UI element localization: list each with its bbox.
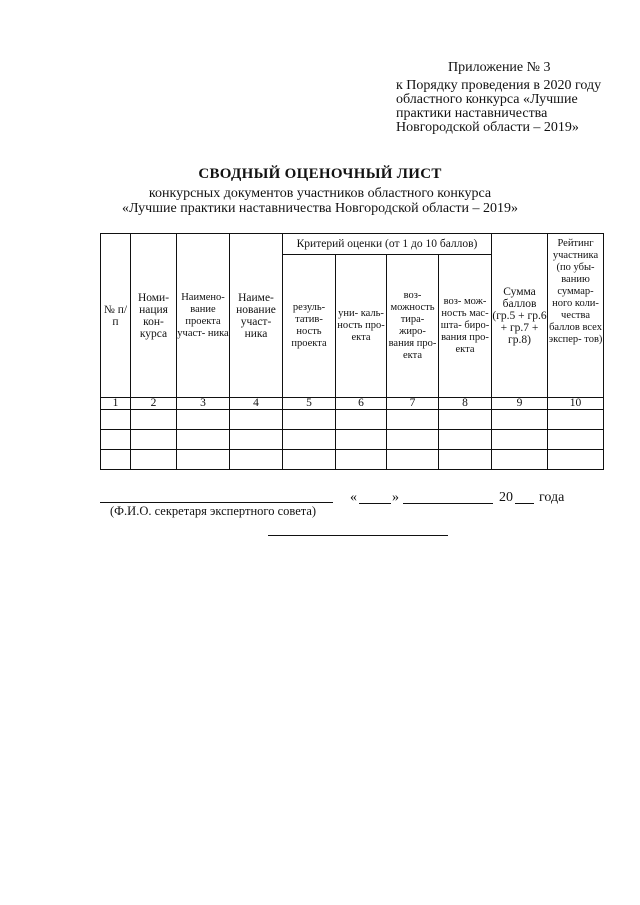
header-crit-scale: воз- мож- ность мас- шта- биро- вания про- екта bbox=[439, 255, 492, 398]
date-month-blank[interactable] bbox=[403, 503, 493, 504]
table-cell[interactable] bbox=[492, 430, 548, 450]
column-number: 2 bbox=[131, 398, 177, 410]
header-sum: Сумма баллов (гр.5 + гр.6 + гр.7 + гр.8) bbox=[492, 234, 548, 398]
header-criteria-group: Критерий оценки (от 1 до 10 баллов) bbox=[283, 234, 492, 255]
date-suffix: года bbox=[539, 490, 565, 505]
table-cell[interactable] bbox=[283, 450, 336, 470]
column-number: 1 bbox=[101, 398, 131, 410]
table-row bbox=[101, 450, 604, 470]
table-cell[interactable] bbox=[177, 430, 230, 450]
column-number: 6 bbox=[336, 398, 387, 410]
document-title: СВОДНЫЙ ОЦЕНОЧНЫЙ ЛИСТ bbox=[198, 166, 442, 182]
table-row bbox=[101, 430, 604, 450]
table-cell[interactable] bbox=[548, 410, 604, 430]
appendix-ref-line: областного конкурса «Лучшие bbox=[396, 92, 578, 107]
appendix-ref-line: практики наставничества bbox=[396, 106, 548, 121]
header-crit-replicate: воз- можность тира- жиро- вания про- екта bbox=[387, 255, 439, 398]
column-number-row bbox=[101, 398, 604, 410]
table-cell[interactable] bbox=[283, 430, 336, 450]
table-cell[interactable] bbox=[387, 430, 439, 450]
table-cell[interactable] bbox=[492, 450, 548, 470]
header-crit-unique: уни- каль- ность про- екта bbox=[336, 255, 387, 398]
table-cell[interactable] bbox=[230, 430, 283, 450]
table-cell[interactable] bbox=[230, 410, 283, 430]
table-cell[interactable] bbox=[548, 430, 604, 450]
column-number: 7 bbox=[387, 398, 439, 410]
table-cell[interactable] bbox=[283, 410, 336, 430]
table-cell[interactable] bbox=[230, 450, 283, 470]
table-cell[interactable] bbox=[548, 450, 604, 470]
table-cell[interactable] bbox=[131, 410, 177, 430]
column-number: 9 bbox=[492, 398, 548, 410]
date-year-prefix: 20 bbox=[499, 490, 513, 505]
column-number: 4 bbox=[230, 398, 283, 410]
appendix-reference bbox=[396, 79, 601, 135]
appendix-ref-line: к Порядку проведения в 2020 году bbox=[396, 78, 602, 93]
subtitle-line: «Лучшие практики наставничества Новгородской области – 2019» bbox=[122, 201, 518, 216]
table-cell[interactable] bbox=[131, 450, 177, 470]
date-close-quote: » bbox=[392, 490, 399, 505]
column-number: 8 bbox=[439, 398, 492, 410]
header-nomination: Номи- нация кон- курса bbox=[131, 234, 177, 398]
table-cell[interactable] bbox=[336, 450, 387, 470]
secretary-caption: (Ф.И.О. секретаря экспертного совета) bbox=[110, 504, 317, 518]
table-cell[interactable] bbox=[101, 450, 131, 470]
table-cell[interactable] bbox=[439, 430, 492, 450]
date-day-blank[interactable] bbox=[359, 503, 391, 504]
table-cell[interactable] bbox=[336, 430, 387, 450]
summary-score-table bbox=[100, 233, 604, 470]
table-cell[interactable] bbox=[439, 410, 492, 430]
table-cell[interactable] bbox=[177, 410, 230, 430]
secretary-signature-line[interactable] bbox=[100, 502, 333, 503]
header-num: № п/п bbox=[101, 234, 131, 398]
table-cell[interactable] bbox=[387, 410, 439, 430]
column-number: 3 bbox=[177, 398, 230, 410]
table-cell[interactable] bbox=[131, 430, 177, 450]
header-project-name: Наимено- вание проекта участ- ника bbox=[177, 234, 230, 398]
table-cell[interactable] bbox=[101, 430, 131, 450]
appendix-title: Приложение № 3 bbox=[448, 60, 551, 75]
table-cell[interactable] bbox=[336, 410, 387, 430]
header-crit-result: резуль- татив- ность проекта bbox=[283, 255, 336, 398]
bottom-signature-line[interactable] bbox=[268, 535, 448, 536]
table-cell[interactable] bbox=[177, 450, 230, 470]
header-row-top bbox=[101, 234, 604, 255]
column-number: 10 bbox=[548, 398, 604, 410]
document-subtitle bbox=[0, 186, 640, 216]
table-cell[interactable] bbox=[439, 450, 492, 470]
header-participant-name: Наиме- нование участ- ника bbox=[230, 234, 283, 398]
subtitle-line: конкурсных документов участников областного конкурса bbox=[148, 186, 492, 201]
appendix-ref-line: Новгородской области – 2019» bbox=[396, 120, 579, 135]
date-year-blank[interactable] bbox=[515, 503, 534, 504]
table-row bbox=[101, 410, 604, 430]
column-number: 5 bbox=[283, 398, 336, 410]
table-cell[interactable] bbox=[387, 450, 439, 470]
table-cell[interactable] bbox=[492, 410, 548, 430]
table-cell[interactable] bbox=[101, 410, 131, 430]
date-open-quote: « bbox=[350, 490, 357, 505]
header-rating: Рейтинг участника (по убы- ванию суммар- ного коли- чества баллов всех экспер- тов) bbox=[548, 234, 604, 398]
